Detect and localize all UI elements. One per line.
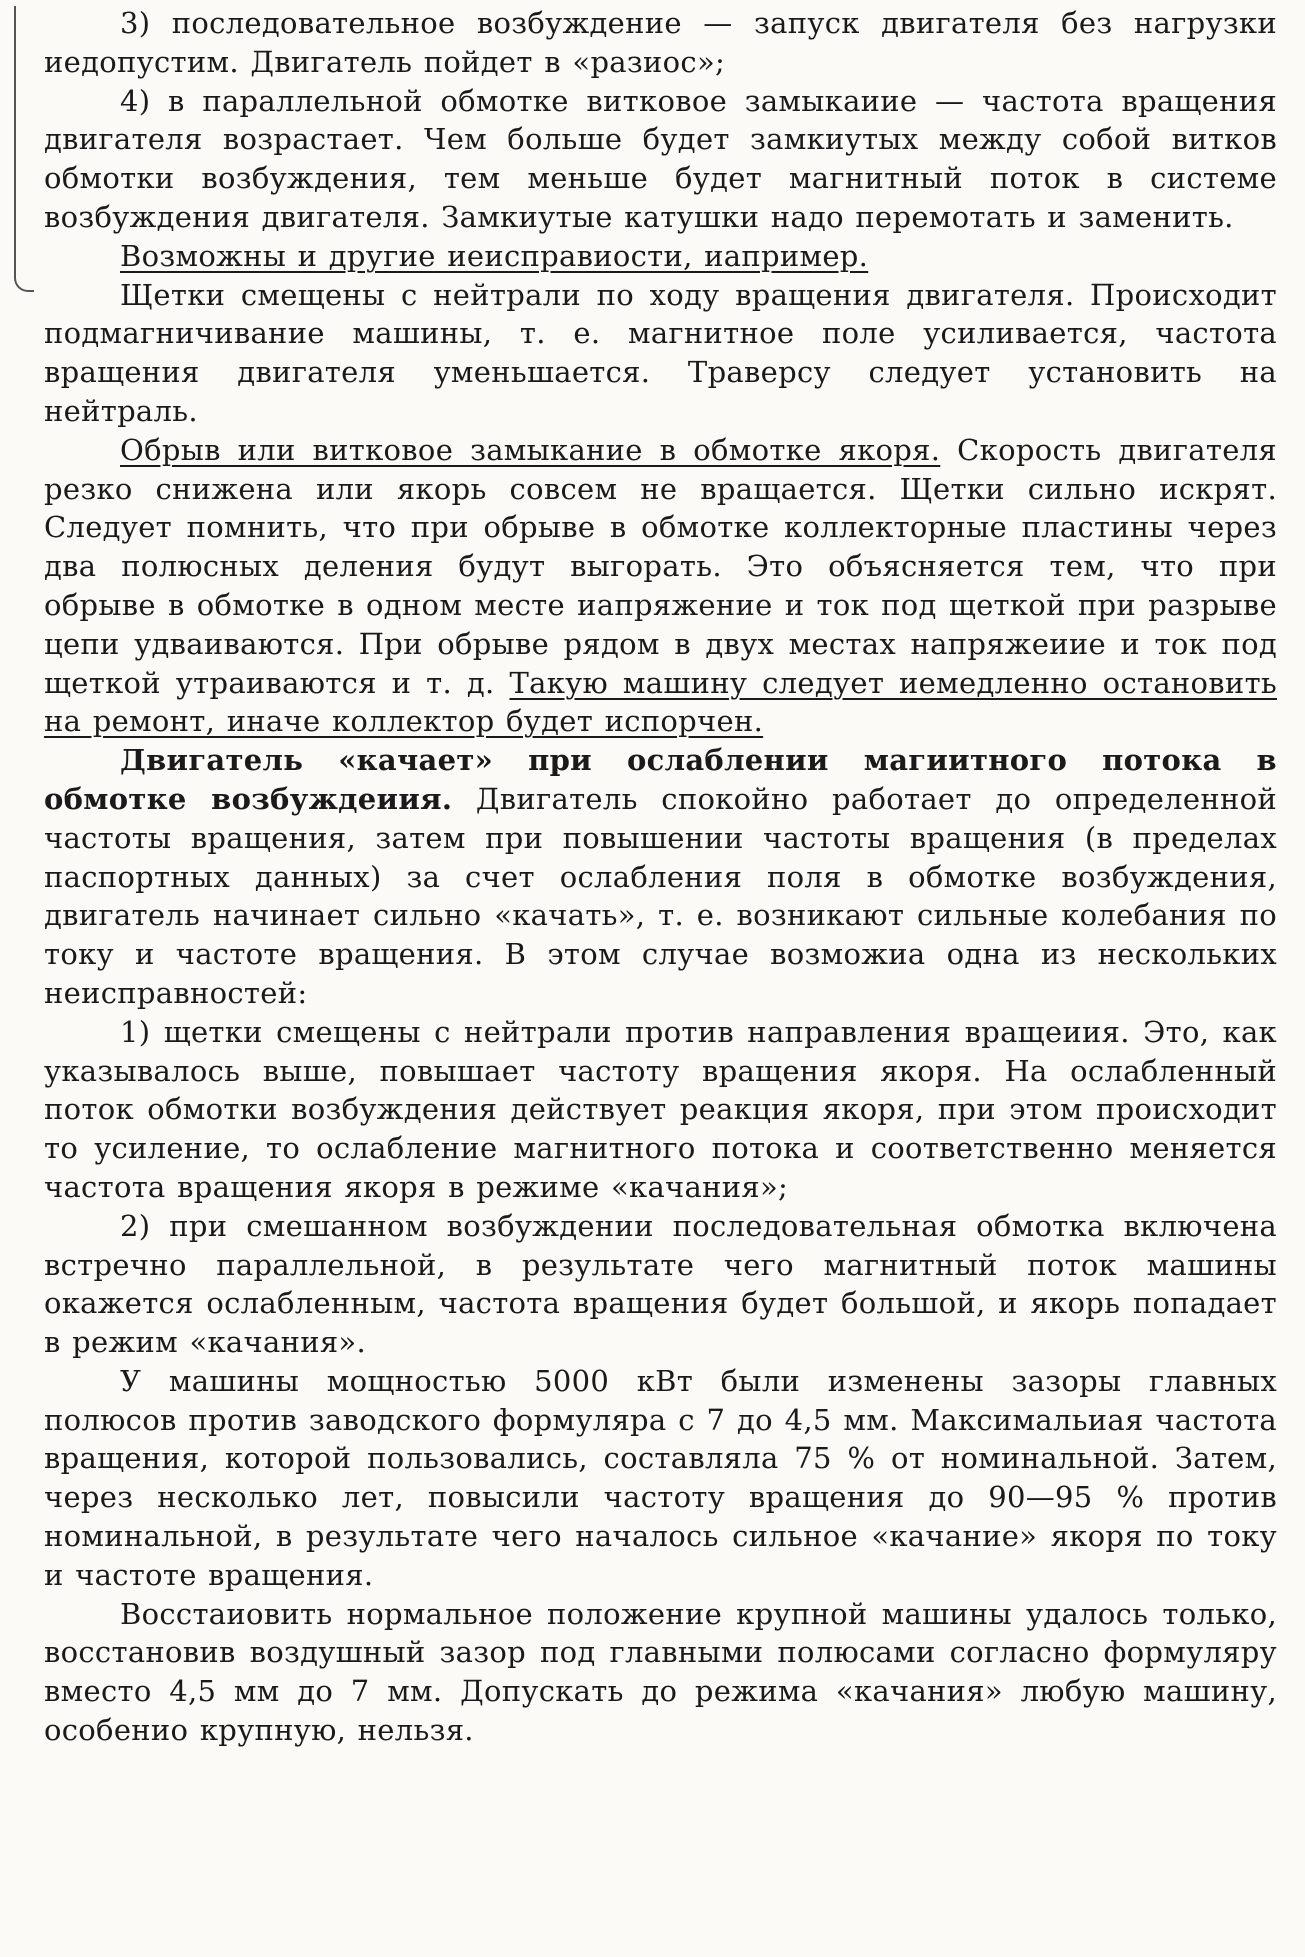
- paragraph-item-3: 3) последовательное возбуждение — запуск двигателя без нагрузки иедопустим. Двигатель пойдет в «разиос»;: [44, 6, 1277, 79]
- paragraph-item-1: 1) щетки смещены с нейтрали против направления вращеиия. Это, как указывалось выше, повышает частоту вращения якоря. На ослабленный поток обмотки возбуждения действует реакция якоря, при этом происходит то усиление, то ослабление магнитного потока и соответственно меняется частота вращения якоря в режиме «качания»;: [44, 1014, 1277, 1204]
- underlined-phrase: Возможны и другие иеисправиости, иапример.: [120, 238, 869, 273]
- paragraph-restore: Восстаиовить нормальное положение крупной машины удалось только, восстановив воздушный зазор под главными полюсами согласно формуляру вместо 4,5 мм до 7 мм. Допускать до режима «качания» любую машину, особенио крупную, нельзя.: [44, 1596, 1277, 1748]
- margin-bracket-mark: [14, 6, 34, 292]
- paragraph-machine-example: У машины мощностью 5000 кВт были изменены зазоры главных полюсов против заводского формуляра с 7 до 4,5 мм. Максимальиая частота вращения, которой пользовались, составляла 75 % от номинальной. Затем, через несколько лет, повысили частоту вращения до 90—95 % против номинальной, в результате чего началось сильное «качание» якоря по току и частоте вращения.: [44, 1363, 1277, 1592]
- paragraph-body: Скорость двигателя резко снижена или якорь совсем не вращается. Щетки сильно искрят. Следует помнить, что при обрыве в обмотке коллекторные пластины через два полюсных деления будут выгорать. Это объясняется тем, что при обрыве в обмотке в одном месте иапряжение и ток под щеткой при разрыве цепи удваиваются. При обрыве рядом в двух местах напряжеиие и ток под щеткой утраиваются и т. д.: [44, 432, 1277, 700]
- paragraph-body: Двигатель спокойно работает до определенной частоты вращения, затем при повышении частоты вращения (в пределах паспортных данных) за счет ослабления поля в обмотке возбуждения, двигатель начинает сильно «качать», т. е. возникают сильные колебания по току и частоте вращения. В этом случае возможиа одна из нескольких неисправностей:: [44, 781, 1277, 1010]
- paragraph-item-2: 2) при смешанном возбуждении последовательная обмотка включена встречно параллельной, в результате чего магнитный поток машины окажется ослабленным, частота вращения будет большой, и якорь попадает в режим «качания».: [44, 1208, 1277, 1360]
- underlined-conclusion: Такую машину следует иемедленно остановить на ремонт, иначе коллектор будет испорчен.: [44, 665, 1277, 739]
- paragraph-other-faults: [44, 237, 1277, 276]
- bold-heading: Двигатель «качает» при ослаблении магиитного потока в обмотке возбуждеиия.: [44, 743, 1277, 816]
- paragraph-armature-break: [44, 431, 1277, 741]
- paragraph-brushes-shifted: Щетки смещены с нейтрали по ходу вращения двигателя. Происходит подмагничивание машины, т. е. магнитное поле усиливается, частота вращения двигателя уменьшается. Траверсу следует установить на нейтраль.: [44, 277, 1277, 428]
- paragraph-item-4: 4) в параллельной обмотке витковое замыкаиие — частота вращения двигателя возрастает. Чем больше будет замкиутых между собой витков обмотки возбуждения, тем меньше будет магнитный поток в системе возбуждения двигателя. Замкиутые катушки надо перемотать и заменить.: [44, 83, 1277, 234]
- paragraph-motor-swinging: [44, 741, 1277, 1013]
- underlined-heading: Обрыв или витковое замыкание в обмотке якоря.: [120, 432, 941, 467]
